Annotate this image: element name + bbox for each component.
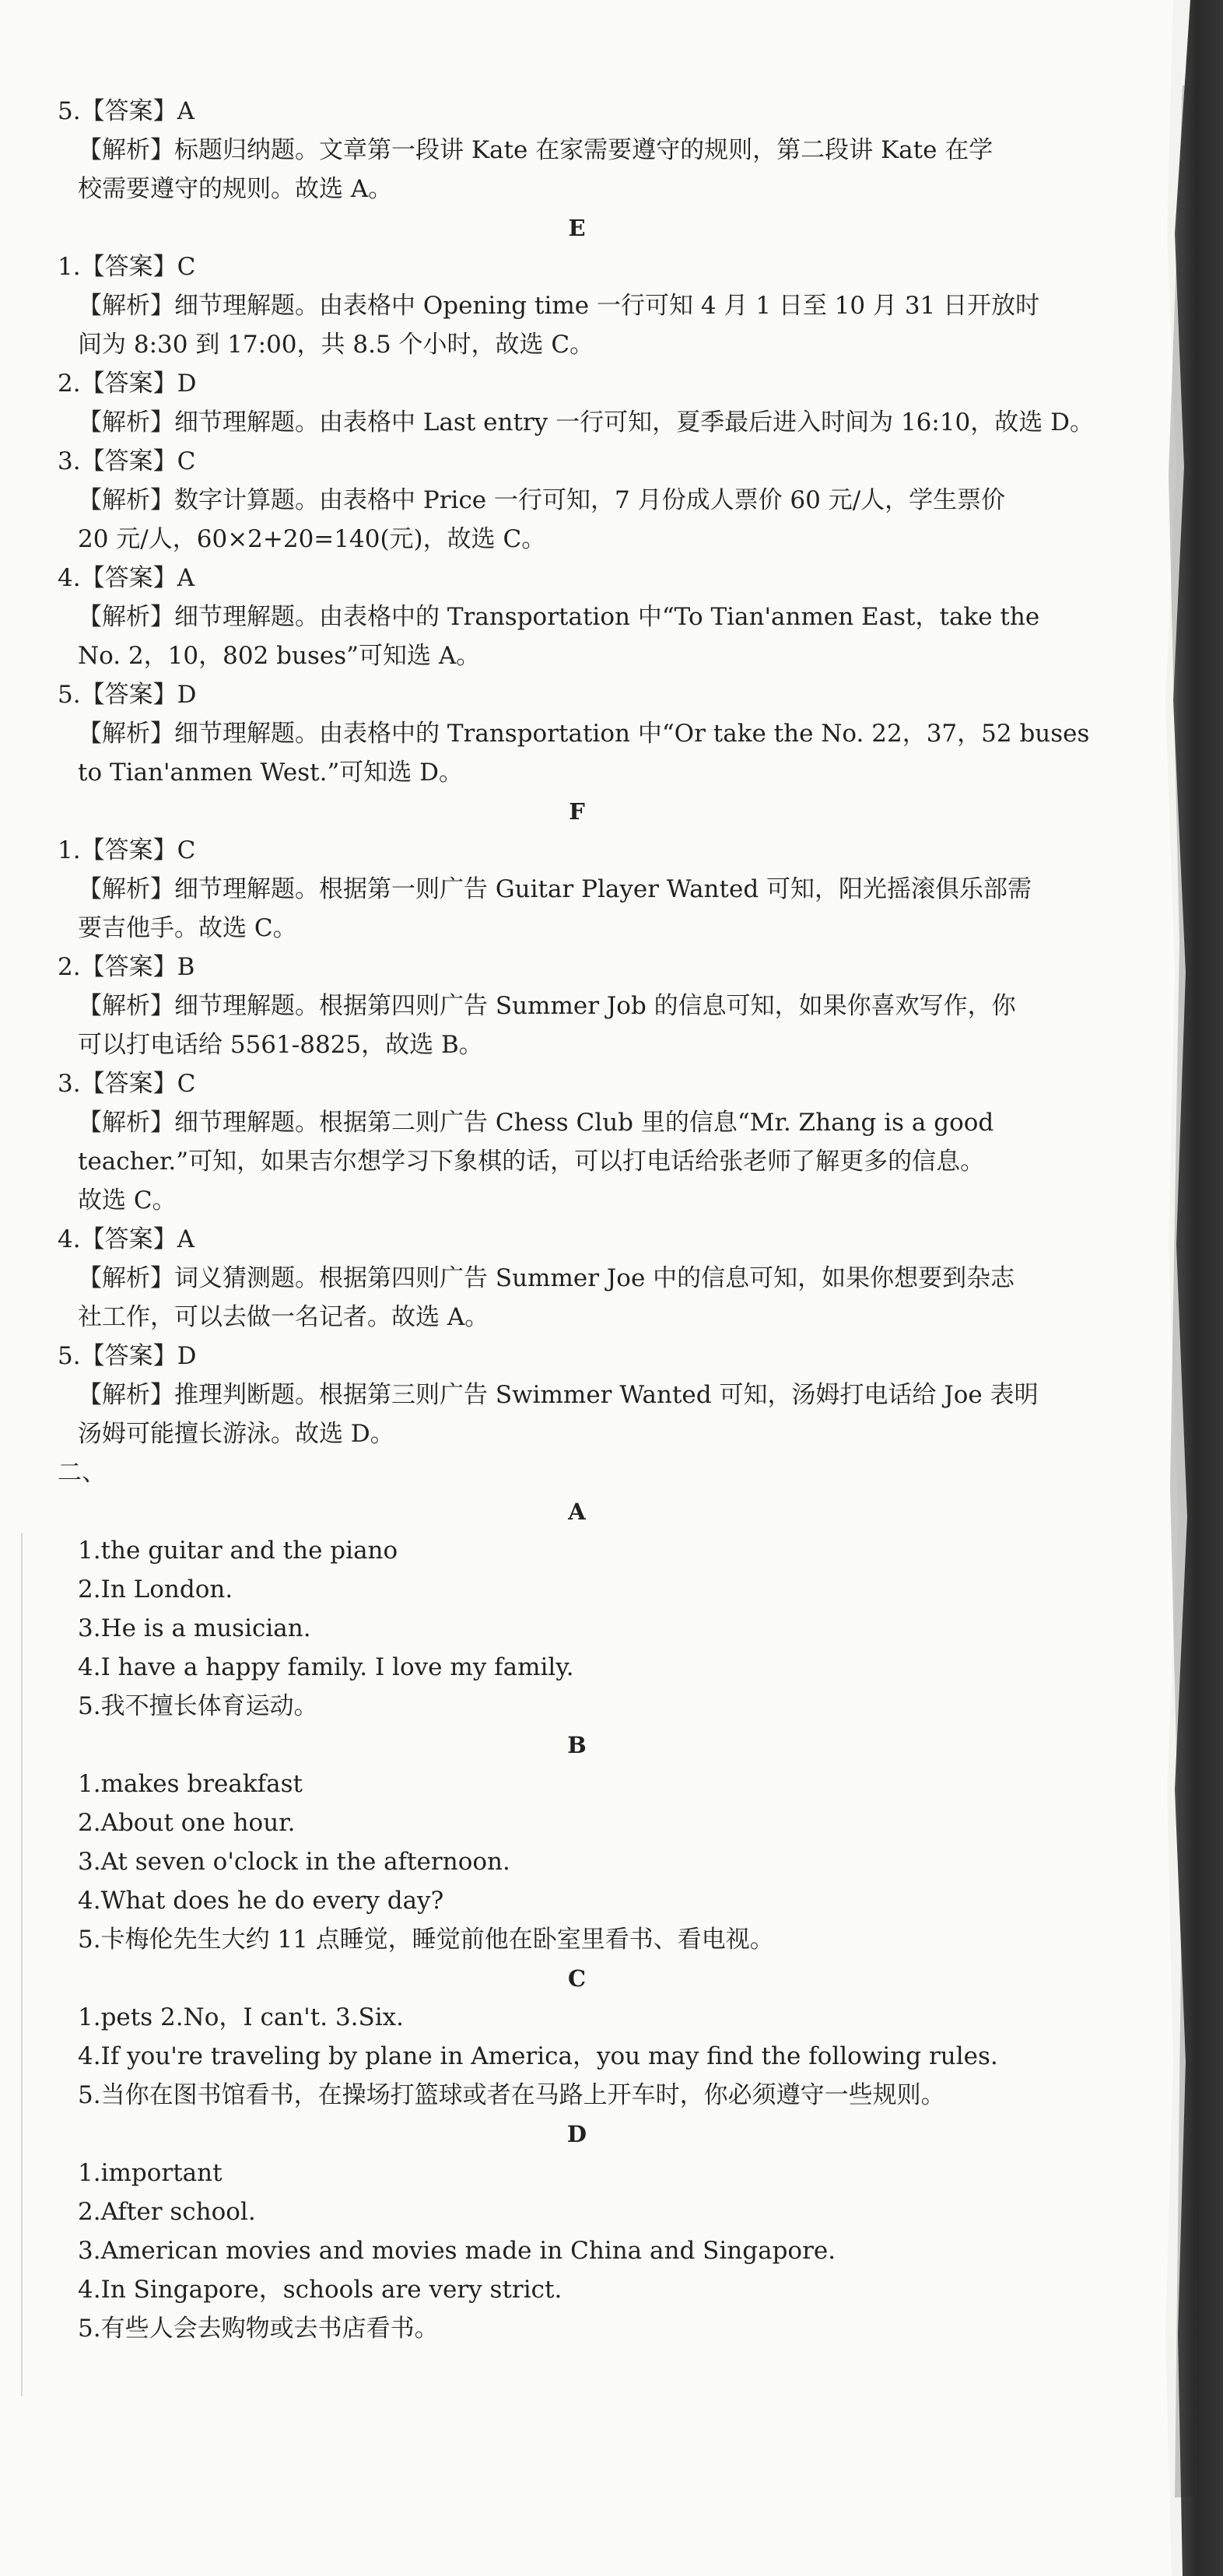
text-line: 【解析】标题归纳题。文章第一段讲 Kate 在家需要遵守的规则，第二段讲 Kate 在学 — [78, 136, 993, 164]
text-line: 1.the guitar and the piano — [78, 1537, 398, 1565]
text-line: 间为 8:30 到 17:00，共 8.5 个小时，故选 C。 — [78, 331, 594, 359]
text-line: No. 2，10，802 buses”可知选 A。 — [78, 642, 481, 670]
text-line: to Tian'anmen West.”可知选 D。 — [78, 759, 464, 787]
section-heading: A — [568, 1498, 586, 1525]
answer-line: 3.【答案】C — [58, 447, 196, 475]
text-line: 5.当你在图书馆看书，在操场打篮球或者在马路上开车时，你必须遵守一些规则。 — [78, 2081, 945, 2109]
text-line: 1.makes breakfast — [78, 1770, 303, 1798]
text-line: 【解析】细节理解题。由表格中 Last entry 一行可知，夏季最后进入时间为 16:10，故选 D。 — [78, 408, 1094, 436]
answer-line: 5.【答案】D — [58, 1342, 197, 1370]
text-line: 2.In London. — [78, 1575, 233, 1603]
text-line: 【解析】推理判断题。根据第三则广告 Swimmer Wanted 可知，汤姆打电话给 Joe 表明 — [78, 1381, 1039, 1409]
text-line: 5.卡梅伦先生大约 11 点睡觉，睡觉前他在卧室里看书、看电视。 — [78, 1926, 774, 1954]
text-line: 【解析】数字计算题。由表格中 Price 一行可知，7 月份成人票价 60 元/人，学生票价 — [78, 486, 1006, 514]
text-line: 1.pets 2.No，I can't. 3.Six. — [78, 2003, 405, 2031]
section-heading: B — [567, 1732, 587, 1758]
text-line: 4.What does he do every day? — [78, 1887, 444, 1915]
answer-line: 5.【答案】D — [58, 681, 197, 709]
text-line: 【解析】细节理解题。根据第一则广告 Guitar Player Wanted 可知，阳光摇滚俱乐部需 — [78, 875, 1032, 903]
text-line: 要吉他手。故选 C。 — [78, 914, 297, 942]
text-line: 校需要遵守的规则。故选 A。 — [78, 175, 393, 203]
answer-line: 2.【答案】D — [58, 370, 197, 398]
margin-rule — [21, 1533, 23, 2396]
answer-line: 3.【答案】C — [58, 1070, 196, 1098]
text-line: 4.If you're traveling by plane in America，you may find the following rules. — [78, 2042, 998, 2070]
text-line: 故选 C。 — [78, 1186, 177, 1214]
text-line: teacher.”可知，如果吉尔想学习下象棋的话，可以打电话给张老师了解更多的信息。 — [78, 1148, 985, 1176]
part-heading: 二、 — [58, 1459, 106, 1487]
answer-line: 4.【答案】A — [58, 1225, 194, 1253]
text-line: 2.About one hour. — [78, 1809, 296, 1837]
text-line: 汤姆可能擅长游泳。故选 D。 — [78, 1420, 394, 1448]
answer-line: 4.【答案】A — [58, 564, 194, 592]
text-line: 【解析】细节理解题。根据第二则广告 Chess Club 里的信息“Mr. Zhang is a good — [78, 1109, 994, 1137]
answer-key-body — [58, 92, 1096, 2348]
text-line: 4.I have a happy family. I love my family. — [78, 1653, 574, 1681]
text-line: 5.我不擅长体育运动。 — [78, 1692, 318, 1720]
section-heading: C — [567, 1965, 587, 1992]
answer-line: 2.【答案】B — [58, 953, 195, 981]
answer-line: 1.【答案】C — [58, 253, 196, 281]
text-line: 2.After school. — [78, 2198, 256, 2226]
text-line: 【解析】细节理解题。根据第四则广告 Summer Job 的信息可知，如果你喜欢写作，你 — [78, 992, 1016, 1020]
text-line: 1.important — [78, 2159, 223, 2187]
text-line: 【解析】细节理解题。由表格中的 Transportation 中“Or take the No. 22，37，52 buses — [78, 720, 1090, 748]
text-line: 可以打电话给 5561-8825，故选 B。 — [78, 1031, 483, 1059]
text-line: 4.In Singapore，schools are very strict. — [78, 2276, 562, 2304]
text-line: 20 元/人，60×2+20=140(元)，故选 C。 — [78, 525, 546, 553]
section-heading: E — [568, 215, 586, 241]
section-heading: D — [566, 2121, 587, 2147]
text-line: 【解析】细节理解题。由表格中的 Transportation 中“To Tian'anmen East，take the — [78, 603, 1040, 631]
answer-line: 1.【答案】C — [58, 836, 196, 864]
text-line: 5.有些人会去购物或去书店看书。 — [78, 2315, 439, 2343]
text-line: 3.He is a musician. — [78, 1614, 311, 1642]
section-heading: F — [569, 798, 585, 825]
text-line: 3.At seven o'clock in the afternoon. — [78, 1848, 510, 1876]
answer-line: 5.【答案】A — [58, 97, 194, 125]
text-line: 【解析】词义猜测题。根据第四则广告 Summer Joe 中的信息可知，如果你想要到杂志 — [78, 1264, 1015, 1292]
text-line: 3.American movies and movies made in China and Singapore. — [78, 2237, 836, 2265]
text-line: 社工作，可以去做一名记者。故选 A。 — [78, 1303, 489, 1331]
text-line: 【解析】细节理解题。由表格中 Opening time 一行可知 4 月 1 日至 10 月 31 日开放时 — [78, 292, 1040, 320]
